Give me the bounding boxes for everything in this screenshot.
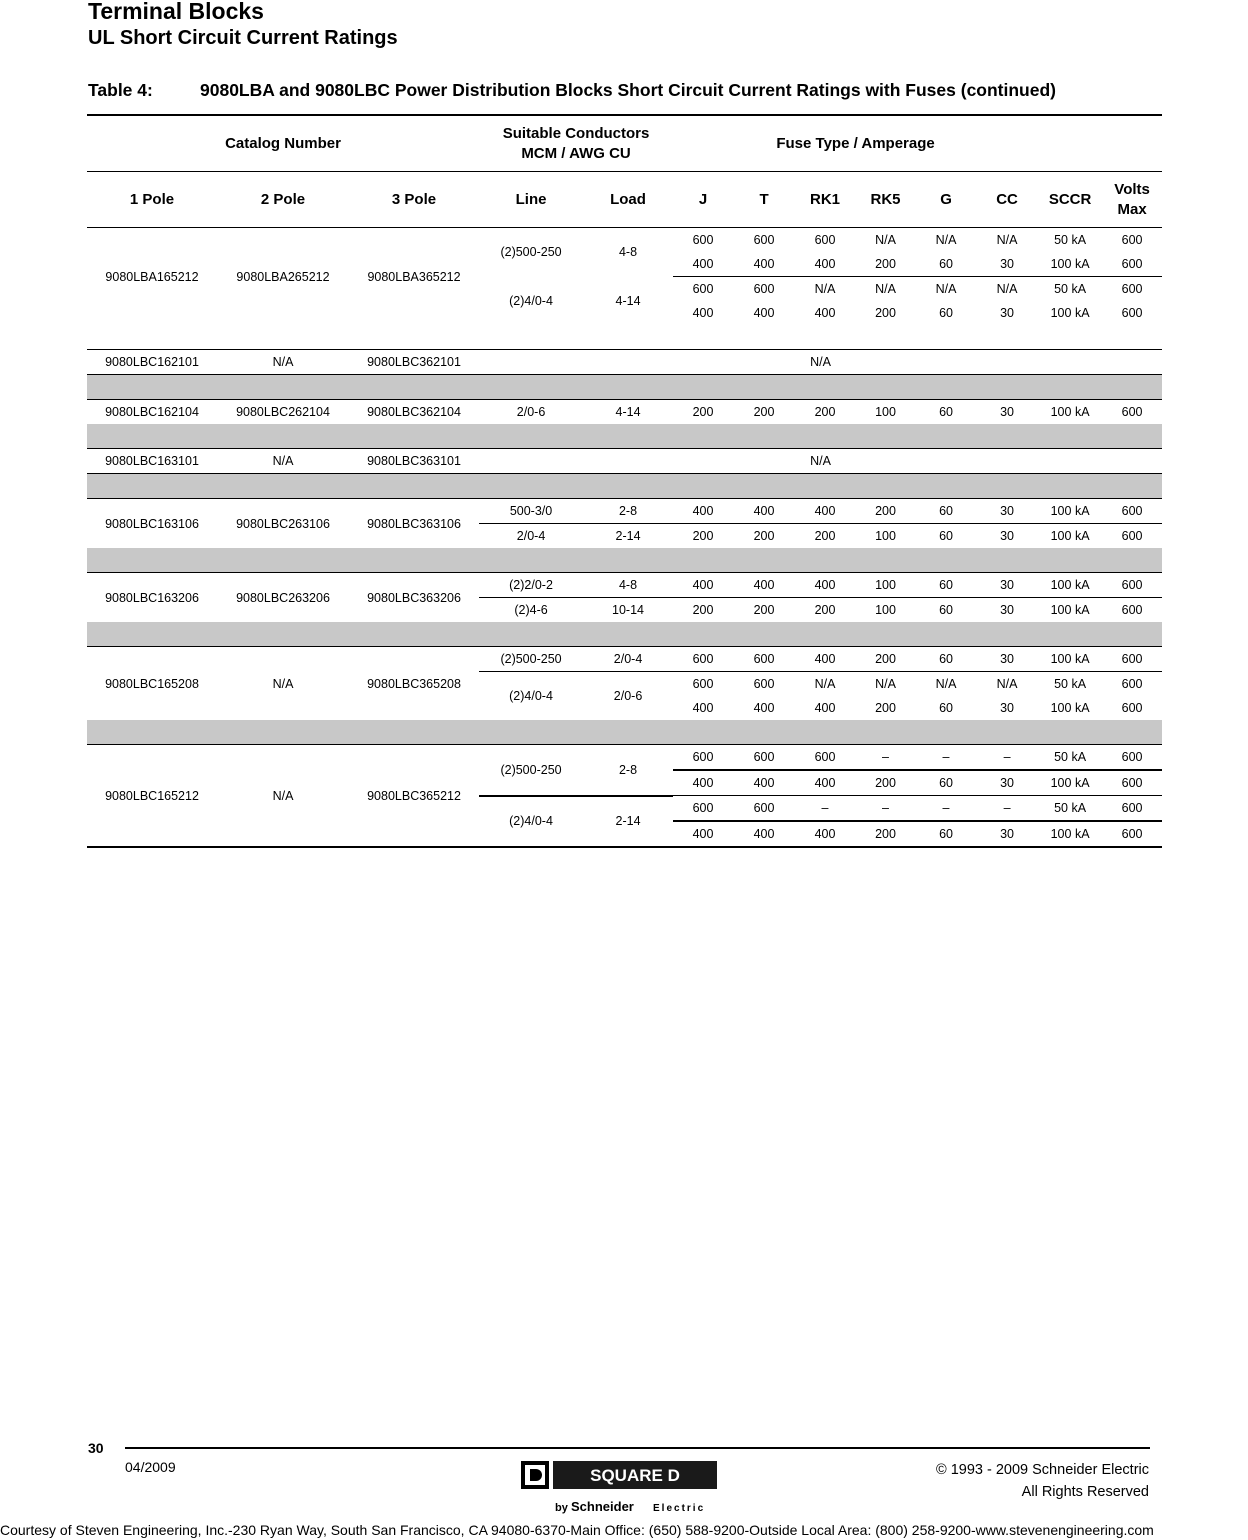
column-header: J [673, 172, 733, 228]
volts-max: 600 [1102, 499, 1162, 524]
sccr: 100 kA [1038, 499, 1102, 524]
conductor-load: 2-14 [615, 529, 641, 543]
fuse-cc: 30 [976, 499, 1038, 524]
catalog-number-header: Catalog Number [87, 115, 479, 172]
conductor-load: 2/0-4 [583, 647, 673, 672]
conductor-load: 2-14 [583, 796, 673, 848]
volts-max: 600 [1121, 282, 1143, 296]
conductor-line: (2)500-250 [500, 245, 562, 260]
column-header: SCCR [1038, 172, 1102, 228]
fuse-g: – [916, 796, 976, 822]
fuse-rk5: 200 [855, 499, 916, 524]
catalog-2-pole: 9080LBC262104 [236, 405, 330, 419]
volts-max: 600 [1121, 603, 1143, 617]
fuse-rk5: N/A [875, 233, 896, 247]
sccr: 100 kA [1050, 306, 1090, 320]
table-row [87, 228, 1162, 253]
fuse-j: 400 [673, 821, 733, 847]
conductor-line: (2)4/0-4 [509, 293, 553, 308]
spacer-row [87, 325, 1162, 350]
copyright-text: © 1993 - 2009 Schneider Electric [936, 1462, 1149, 1478]
fuse-g: 60 [916, 770, 976, 796]
fuse-rk1: 200 [814, 529, 836, 543]
table-caption-text: 9080LBA and 9080LBC Power Distribution Blocks Short Circuit Current Ratings with Fuses (continued) [200, 80, 1056, 100]
fuse-j: 600 [673, 647, 733, 672]
fuse-j: 200 [692, 529, 714, 543]
fuse-g: 60 [916, 499, 976, 524]
rights-text: All Rights Reserved [1021, 1484, 1149, 1500]
fuse-t: 400 [733, 573, 795, 598]
fuse-t: 400 [733, 821, 795, 847]
fuse-g: 60 [916, 821, 976, 847]
fuse-cc: – [976, 796, 1038, 822]
table-row [87, 745, 1162, 771]
sccr: 100 kA [1038, 647, 1102, 672]
fuse-type-header: Fuse Type / Amperage [673, 115, 1038, 172]
conductor-line: 2/0-6 [516, 405, 546, 419]
catalog-2-pole: N/A [217, 745, 349, 848]
table-caption [88, 80, 1056, 101]
sccr: 50 kA [1054, 282, 1087, 296]
suitable-conductors-header [479, 115, 673, 172]
volts-max: 600 [1121, 701, 1143, 715]
fuse-t: 400 [733, 252, 795, 277]
fuse-rk5: 200 [855, 252, 916, 277]
conductor-line: 2/0-4 [516, 529, 546, 543]
fuse-rk1: 400 [795, 499, 855, 524]
fuse-g: 60 [916, 252, 976, 277]
fuse-rk5: N/A [875, 677, 896, 691]
not-available-cell: N/A [479, 449, 1162, 474]
table-row [87, 449, 1162, 474]
sccr: 50 kA [1038, 745, 1102, 771]
fuse-cc: 30 [1000, 529, 1014, 543]
volts-max: 600 [1121, 529, 1143, 543]
catalog-3-pole: 9080LBC365212 [349, 745, 479, 848]
sccr: 100 kA [1050, 529, 1090, 543]
fuse-rk5: – [855, 745, 916, 771]
fuse-rk1: N/A [814, 282, 836, 296]
fuse-rk1: 400 [814, 306, 836, 320]
column-header: 1 Pole [87, 172, 217, 228]
courtesy-line: Courtesy of Steven Engineering, Inc.-230 Ryan Way, South San Francisco, CA 94080-6370-Main Office: (650) 588-9200-Outside Local Area: (800) 258-9200-www.stevenengineering.com [0, 1522, 1154, 1538]
not-available-cell: N/A [479, 350, 1162, 375]
fuse-g: 60 [916, 573, 976, 598]
fuse-cc: 30 [1000, 603, 1014, 617]
fuse-rk5: 200 [855, 821, 916, 847]
footer-copyright [936, 1459, 1149, 1503]
conductor-line: (2)4/0-4 [509, 689, 553, 703]
fuse-j: 400 [692, 306, 714, 320]
fuse-t: 400 [753, 701, 775, 715]
table-row [87, 573, 1162, 598]
conductor-load: 4-14 [615, 293, 641, 308]
fuse-cc: 30 [1000, 405, 1014, 419]
conductor-line: (2)500-250 [479, 647, 583, 672]
sccr: 100 kA [1038, 573, 1102, 598]
table-row [87, 400, 1162, 425]
sccr: 50 kA [1038, 796, 1102, 822]
catalog-1-pole: 9080LBC163106 [105, 516, 199, 531]
catalog-2-pole: N/A [217, 350, 349, 375]
fuse-t: 400 [733, 770, 795, 796]
fuse-t: 400 [753, 306, 775, 320]
fuse-j: 600 [673, 745, 733, 771]
conductor-load: 2-8 [583, 745, 673, 796]
conductor-load: 10-14 [612, 603, 645, 617]
column-header: Load [583, 172, 673, 228]
fuse-j: 400 [692, 701, 714, 715]
conductors-header-line2: MCM / AWG CU [521, 144, 631, 162]
conductor-line: (2)4/0-4 [479, 796, 583, 848]
catalog-2-pole: 9080LBA265212 [236, 269, 330, 284]
conductor-line: (2)500-250 [479, 745, 583, 796]
catalog-3-pole: 9080LBA365212 [367, 269, 461, 284]
table-number: Table 4: [88, 80, 153, 100]
fuse-j: 200 [692, 405, 714, 419]
gray-spacer-row [87, 375, 1162, 400]
volts-max: 600 [1102, 821, 1162, 847]
column-header: 3 Pole [349, 172, 479, 228]
table-row [87, 499, 1162, 524]
fuse-g: N/A [935, 677, 957, 691]
volts-header-line2: Max [1117, 200, 1147, 218]
fuse-rk5: N/A [875, 282, 896, 296]
column-header: G [916, 172, 976, 228]
volts-max: 600 [1102, 745, 1162, 771]
sccr: 100 kA [1050, 405, 1090, 419]
column-header: RK5 [855, 172, 916, 228]
catalog-2-pole: N/A [217, 449, 349, 474]
sccr: 100 kA [1038, 821, 1102, 847]
volts-max: 600 [1102, 796, 1162, 822]
fuse-rk1: 400 [795, 770, 855, 796]
fuse-rk5: 100 [875, 529, 896, 543]
catalog-1-pole: 9080LBA165212 [105, 269, 199, 284]
conductor-load: 2-8 [583, 499, 673, 524]
catalog-1-pole: 9080LBC162101 [87, 350, 217, 375]
catalog-3-pole: 9080LBC363106 [367, 516, 461, 531]
volts-max: 600 [1102, 252, 1162, 277]
fuse-j: 600 [692, 233, 714, 247]
volts-max: 600 [1121, 677, 1143, 691]
fuse-g: 60 [939, 529, 953, 543]
fuse-g: 60 [939, 701, 953, 715]
fuse-rk1: 600 [795, 745, 855, 771]
conductor-line: (2)4-6 [514, 603, 548, 617]
catalog-3-pole: 9080LBC363101 [349, 449, 479, 474]
table-row [87, 350, 1162, 375]
column-header: RK1 [795, 172, 855, 228]
sccr: 100 kA [1038, 252, 1102, 277]
catalog-3-pole: 9080LBC362104 [367, 405, 461, 419]
fuse-j: 600 [692, 677, 714, 691]
fuse-rk1: 600 [814, 233, 836, 247]
square-d-logo [519, 1459, 719, 1519]
page-subtitle: UL Short Circuit Current Ratings [88, 27, 398, 49]
sccr: 100 kA [1050, 603, 1090, 617]
footer-date: 04/2009 [125, 1459, 176, 1475]
fuse-cc: N/A [996, 233, 1018, 247]
fuse-rk5: 200 [855, 770, 916, 796]
fuse-t: 600 [733, 647, 795, 672]
volts-max: 600 [1121, 306, 1143, 320]
fuse-j: 400 [673, 252, 733, 277]
gray-spacer-row [87, 474, 1162, 499]
volts-max: 600 [1102, 770, 1162, 796]
catalog-1-pole: 9080LBC163101 [87, 449, 217, 474]
fuse-rk1: 400 [795, 252, 855, 277]
gray-spacer-row [87, 548, 1162, 573]
fuse-rk5: – [855, 796, 916, 822]
fuse-cc: 30 [1000, 306, 1014, 320]
scc-ratings-table [87, 114, 1162, 848]
fuse-j: 200 [692, 603, 714, 617]
footer-rule [125, 1447, 1150, 1449]
logo-company-text: Schneider [571, 1499, 634, 1514]
logo-suffix-text: Electric [653, 1503, 706, 1514]
fuse-j: 600 [673, 796, 733, 822]
fuse-rk1: 400 [795, 647, 855, 672]
conductor-load: 4-8 [618, 245, 638, 260]
fuse-rk5: 100 [855, 573, 916, 598]
catalog-1-pole: 9080LBC163206 [105, 590, 199, 605]
fuse-rk1: 400 [795, 573, 855, 598]
fuse-j: 400 [673, 573, 733, 598]
logo-by-text: by [555, 1502, 568, 1514]
fuse-j: 600 [692, 282, 714, 296]
volts-header-line1: Volts [1114, 180, 1150, 198]
fuse-t: 600 [753, 282, 775, 296]
fuse-g: 60 [916, 647, 976, 672]
fuse-cc: N/A [996, 282, 1018, 296]
conductor-load: 4-8 [583, 573, 673, 598]
conductors-header-line1: Suitable Conductors [502, 124, 650, 142]
catalog-1-pole: 9080LBC165208 [105, 676, 199, 691]
fuse-g: – [916, 745, 976, 771]
catalog-2-pole: 9080LBC263206 [236, 590, 330, 605]
conductor-line: (2)2/0-2 [479, 573, 583, 598]
fuse-t: 400 [733, 499, 795, 524]
fuse-rk1: 200 [814, 405, 836, 419]
fuse-rk1: – [795, 796, 855, 822]
fuse-cc: N/A [996, 677, 1018, 691]
catalog-3-pole: 9080LBC363206 [367, 590, 461, 605]
fuse-rk5: 200 [875, 701, 896, 715]
catalog-3-pole: 9080LBC365208 [367, 676, 461, 691]
fuse-j: 400 [673, 499, 733, 524]
catalog-1-pole: 9080LBC162104 [105, 405, 199, 419]
page-number: 30 [88, 1440, 104, 1456]
fuse-g: N/A [935, 233, 957, 247]
sccr: 100 kA [1038, 770, 1102, 796]
fuse-t: 200 [753, 603, 775, 617]
gray-spacer-row [87, 720, 1162, 745]
volts-max: 600 [1102, 647, 1162, 672]
catalog-3-pole: 9080LBC362101 [349, 350, 479, 375]
volts-max: 600 [1121, 233, 1143, 247]
catalog-2-pole: N/A [272, 676, 294, 691]
fuse-rk1: 400 [814, 701, 836, 715]
fuse-t: 200 [753, 529, 775, 543]
fuse-t: 600 [753, 233, 775, 247]
conductor-load: 4-14 [615, 405, 641, 419]
fuse-g: 60 [939, 603, 953, 617]
fuse-g: N/A [935, 282, 957, 296]
logo-d-letter [530, 1469, 542, 1481]
conductor-line: 500-3/0 [479, 499, 583, 524]
gray-spacer-row [87, 424, 1162, 449]
fuse-rk1: 400 [795, 821, 855, 847]
sccr: 100 kA [1050, 701, 1090, 715]
sccr: 50 kA [1054, 677, 1087, 691]
fuse-t: 200 [753, 405, 775, 419]
fuse-rk1: N/A [814, 677, 836, 691]
conductor-load: 2/0-6 [613, 689, 643, 703]
volts-max-header [1102, 172, 1162, 228]
column-header: Line [479, 172, 583, 228]
fuse-t: 600 [733, 745, 795, 771]
volts-max: 600 [1121, 405, 1143, 419]
fuse-cc: 30 [976, 573, 1038, 598]
fuse-t: 600 [753, 677, 775, 691]
column-header: CC [976, 172, 1038, 228]
column-header: T [733, 172, 795, 228]
column-header: 2 Pole [217, 172, 349, 228]
volts-max: 600 [1102, 573, 1162, 598]
fuse-j: 400 [673, 770, 733, 796]
sccr: 50 kA [1054, 233, 1087, 247]
table-row [87, 647, 1162, 672]
gray-spacer-row [87, 622, 1162, 647]
page-title: Terminal Blocks [88, 0, 264, 24]
fuse-rk5: 200 [875, 306, 896, 320]
fuse-rk1: 200 [814, 603, 836, 617]
fuse-cc: 30 [976, 252, 1038, 277]
logo-brand-text: SQUARE D [590, 1466, 680, 1485]
fuse-cc: – [976, 745, 1038, 771]
fuse-g: 60 [939, 306, 953, 320]
fuse-cc: 30 [976, 770, 1038, 796]
fuse-rk5: 200 [855, 647, 916, 672]
fuse-g: 60 [939, 405, 953, 419]
fuse-rk5: 100 [875, 405, 896, 419]
fuse-cc: 30 [1000, 701, 1014, 715]
fuse-cc: 30 [976, 647, 1038, 672]
fuse-cc: 30 [976, 821, 1038, 847]
fuse-t: 600 [733, 796, 795, 822]
catalog-1-pole: 9080LBC165212 [87, 745, 217, 848]
catalog-2-pole: 9080LBC263106 [236, 516, 330, 531]
fuse-rk5: 100 [875, 603, 896, 617]
